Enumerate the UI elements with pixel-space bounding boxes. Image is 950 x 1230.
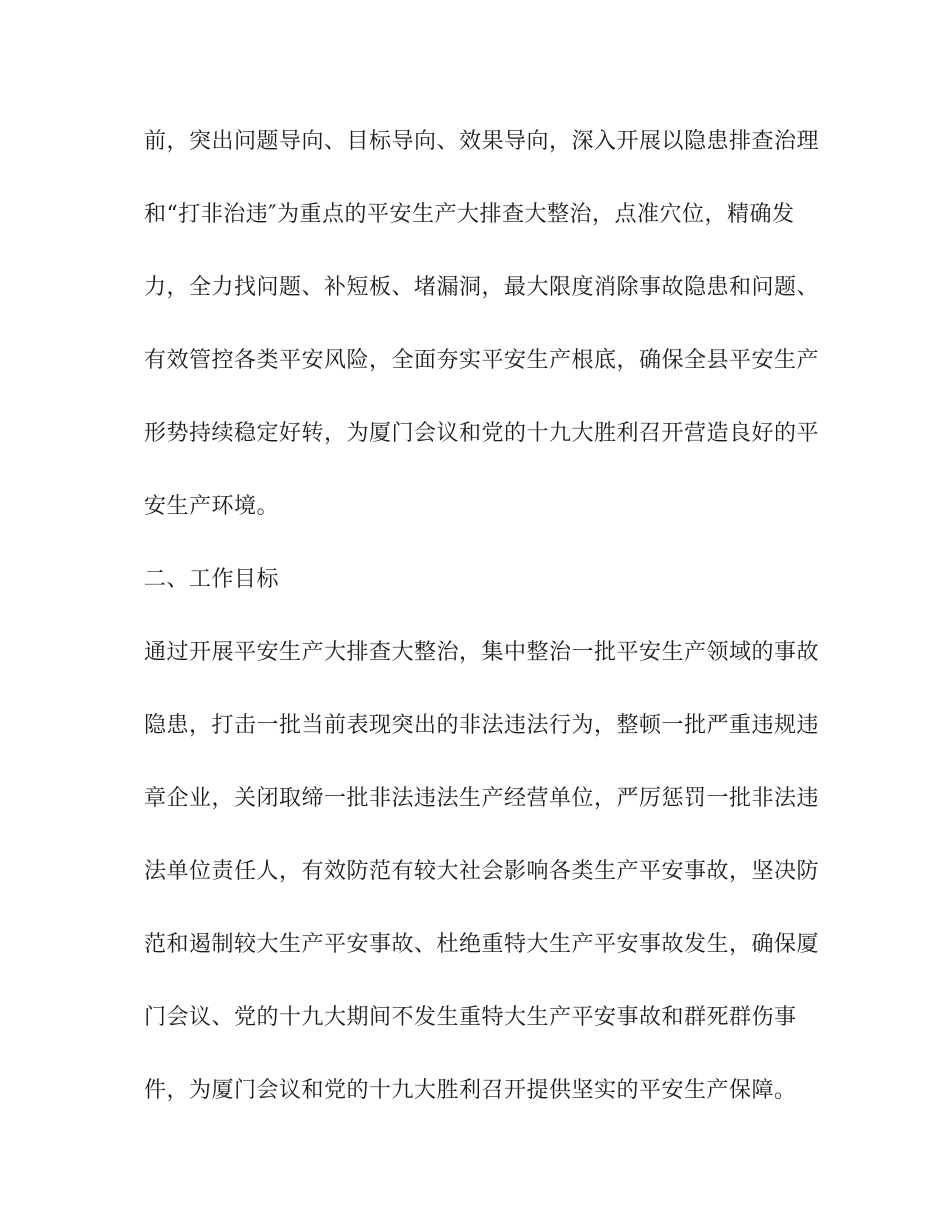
paragraph-line: 门会议、党的十九大期间不发生重特大生产平安事故和群死群伤事 xyxy=(144,1005,797,1030)
paragraph-line: 件，为厦门会议和党的十九大胜利召开提供坚实的平安生产保障。 xyxy=(144,1078,797,1103)
paragraph-line: 形势持续稳定好转，为厦门会议和党的十九大胜利召开营造良好的平 xyxy=(144,421,820,446)
section-heading: 二、工作目标 xyxy=(144,567,280,592)
paragraph-line: 和“打非治违″为重点的平安生产大排查大整治，点准穴位，精确发 xyxy=(144,202,795,227)
paragraph-line: 有效管控各类平安风险，全面夯实平安生产根底，确保全县平安生产 xyxy=(144,348,820,373)
paragraph-line: 范和遏制较大生产平安事故、杜绝重特大生产平安事故发生，确保厦 xyxy=(144,932,820,957)
paragraph-line: 安生产环境。 xyxy=(144,494,280,519)
paragraph-line: 隐患，打击一批当前表现突出的非法违法行为，整顿一批严重违规违 xyxy=(144,713,820,738)
paragraph-line: 法单位责任人，有效防范有较大社会影响各类生产平安事故，坚决防 xyxy=(144,859,820,884)
paragraph-line: 力，全力找问题、补短板、堵漏洞，最大限度消除事故隐患和问题、 xyxy=(144,275,820,300)
paragraph-line: 章企业，关闭取缔一批非法违法生产经营单位，严厉惩罚一批非法违 xyxy=(144,786,820,811)
paragraph-line: 通过开展平安生产大排查大整治，集中整治一批平安生产领域的事故 xyxy=(144,640,820,665)
paragraph-line: 前，突出问题导向、目标导向、效果导向，深入开展以隐患排查治理 xyxy=(144,129,820,154)
